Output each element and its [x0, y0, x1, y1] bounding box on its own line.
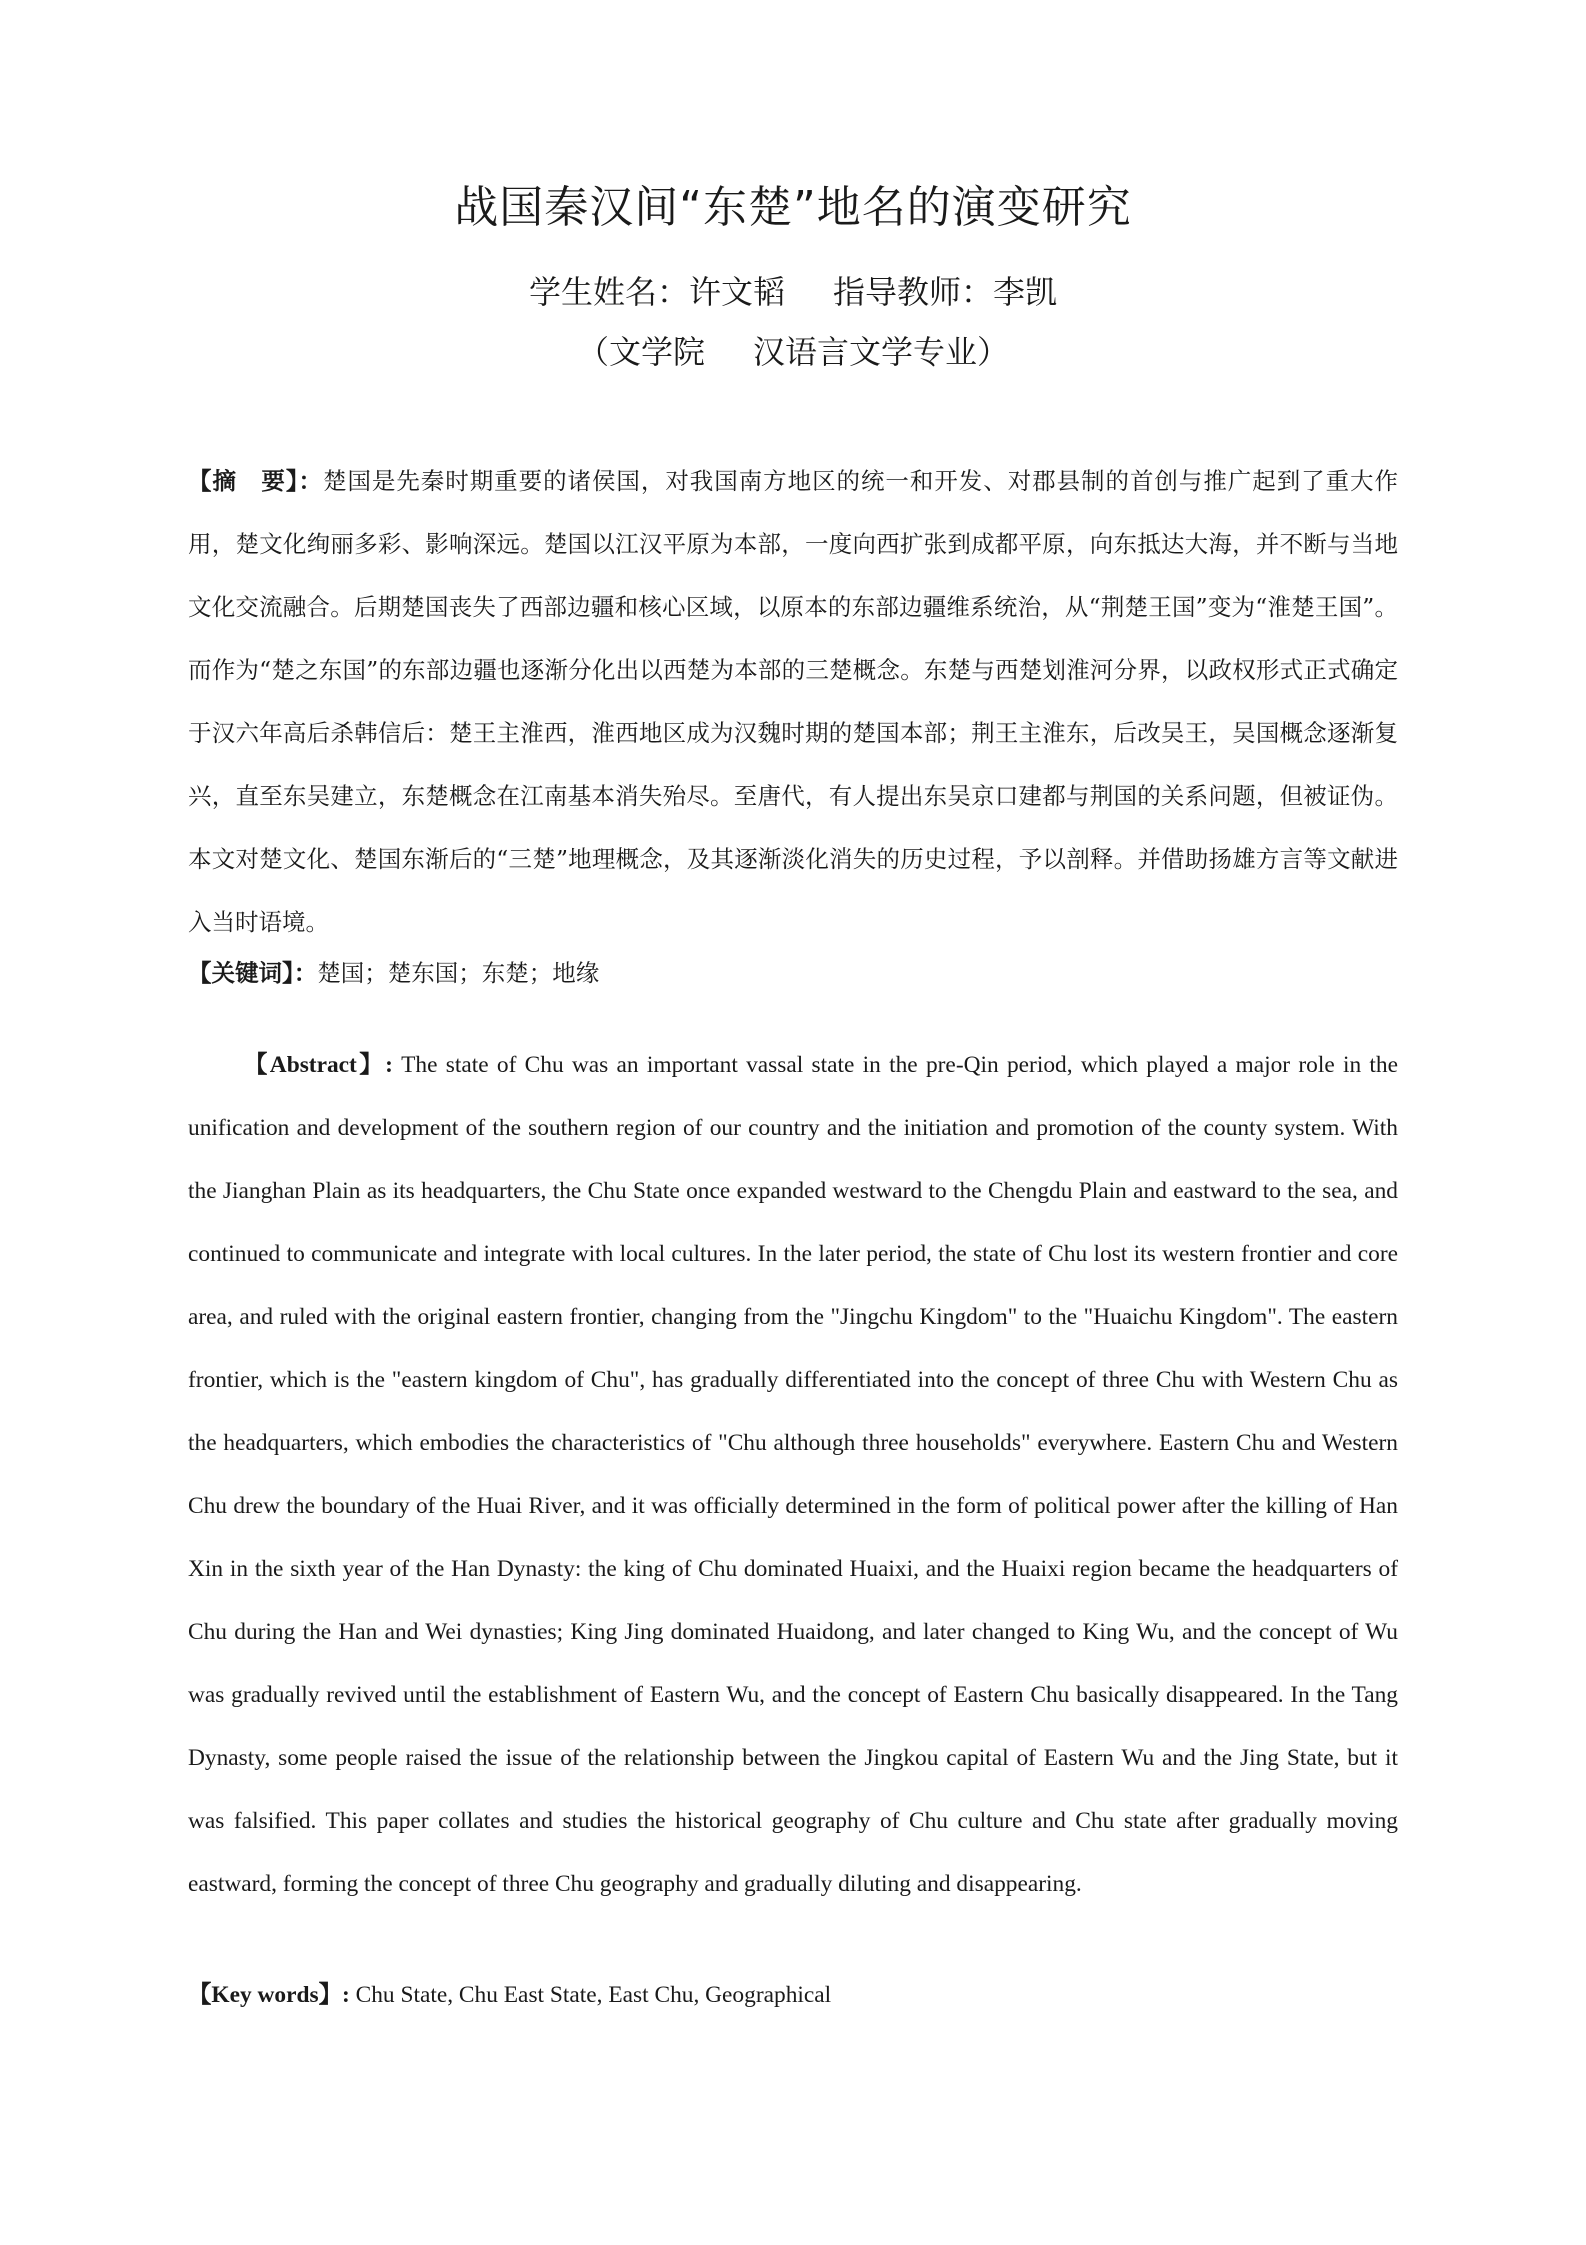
author-line: [0, 268, 1586, 316]
student-name: 学生姓名：许文韬: [528, 273, 785, 311]
advisor-name: 指导教师：李凯: [833, 273, 1058, 311]
abstract-chinese-text: 楚国是先秦时期重要的诸侯国，对我国南方地区的统一和开发、对郡县制的首创与推广起到了重大作用，楚文化绚丽多彩、影响深远。楚国以江汉平原为本部，一度向西扩张到成都平原，向东抵达大海，并不断与当地文化交流融合。后期楚国丧失了西部边疆和核心区域，以原本的东部边疆维系统治，从“荆楚王国”变为“淮楚王国”。而作为“楚之东国”的东部边疆也逐渐分化出以西楚为本部的三楚概念。东楚与西楚划淮河分界，以政权形式正式确定于汉六年高后杀韩信后：楚王主淮西，淮西地区成为汉魏时期的楚国本部；荆王主淮东，后改吴王，吴国概念逐渐复兴，直至东吴建立，东楚概念在江南基本消失殆尽。至唐代，有人提出东吴京口建都与荆国的关系问题，但被证伪。本文对楚文化、楚国东渐后的“三楚”地理概念，及其逐渐淡化消失的历史过程，予以剖释。并借助扬雄方言等文献进入当时语境。: [188, 467, 1399, 936]
abstract-chinese-tag: 【摘 要】：: [188, 467, 323, 495]
keywords-chinese-text: 楚国；楚东国；东楚；地缘: [317, 959, 600, 987]
abstract-english: [188, 1034, 1398, 1916]
keywords-english: [188, 1970, 1398, 2020]
keywords-english-text: Chu State, Chu East State, East Chu, Geographical: [349, 1982, 832, 2008]
department-line: [0, 328, 1586, 376]
college-name: （文学院: [576, 333, 705, 371]
keywords-chinese-tag: 【关键词】：: [188, 959, 318, 987]
keywords-english-tag: 【Key words】:: [188, 1982, 350, 2008]
abstract-english-text: The state of Chu was an important vassal state in the pre-Qin period, which played a major role in the unification and development of the southern region of our country and the initiation and promotion of the county system. With the Jianghan Plain as its headquarters, the Chu State once expanded westward to the Chengdu Plain and eastward to the sea, and continued to communicate and integrate with local cultures. In the later period, the state of Chu lost its western frontier and core area, and ruled with the original eastern frontier, changing from the "Jingchu Kingdom" to the "Huaichu Kingdom". The eastern frontier, which is the "eastern kingdom of Chu", has gradually differentiated into the concept of three Chu with Western Chu as the headquarters, which embodies the characteristics of "Chu although three households" everywhere. Eastern Chu and Western Chu drew the boundary of the Huai River, and it was officially determined in the form of political power after the killing of Han Xin in the sixth year of the Han Dynasty: the king of Chu dominated Huaixi, and the Huaixi region became the headquarters of Chu during the Han and Wei dynasties; King Jing dominated Huaidong, and later changed to King Wu, and the concept of Wu was gradually revived until the establishment of Eastern Wu, and the concept of Eastern Chu basically disappeared. In the Tang Dynasty, some people raised the issue of the relationship between the Jingkou capital of Eastern Wu and the Jing State, but it was falsified. This paper collates and studies the historical geography of Chu culture and Chu state after gradually moving eastward, forming the concept of three Chu geography and gradually diluting and disappearing.: [188, 1052, 1398, 1897]
abstract-english-tag: 【Abstract】:: [244, 1052, 393, 1078]
abstract-chinese: [188, 450, 1398, 954]
paper-title: 战国秦汉间“东楚”地名的演变研究: [454, 182, 1132, 233]
keywords-chinese: [188, 948, 1398, 998]
major-name: 汉语言文学专业）: [753, 333, 1010, 371]
